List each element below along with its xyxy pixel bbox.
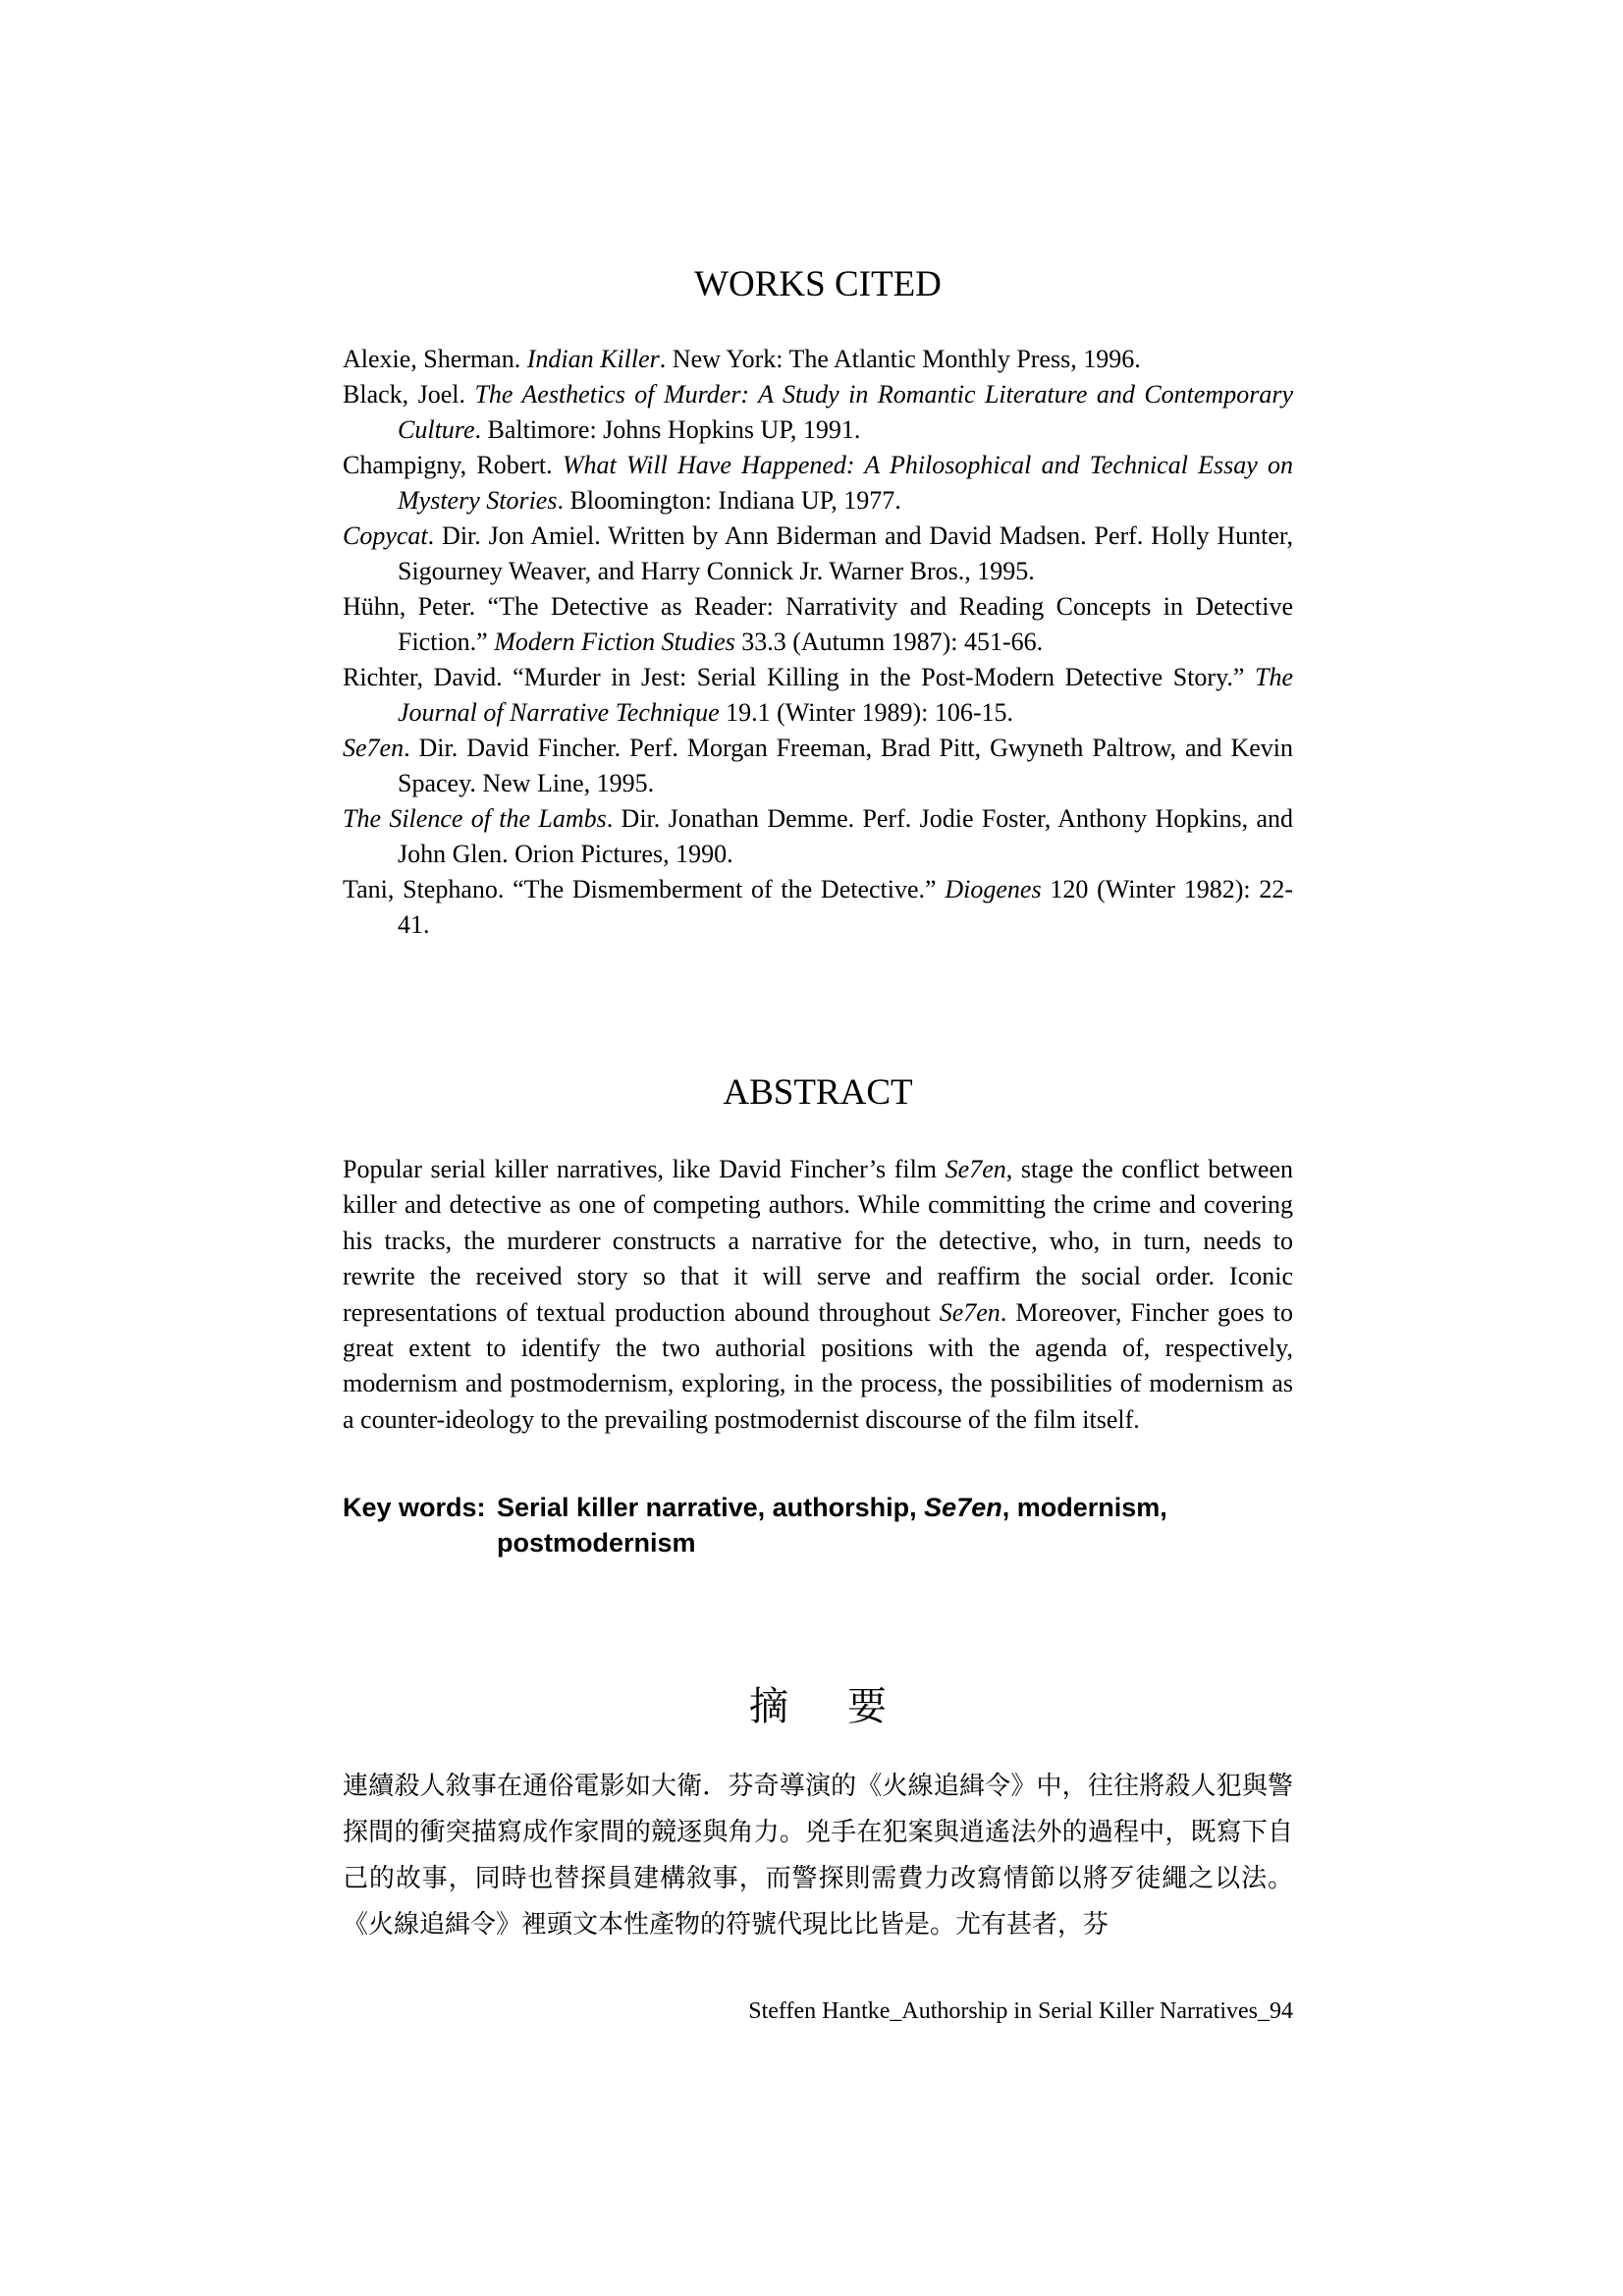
reference-entry: Copycat. Dir. Jon Amiel. Written by Ann Biderman and David Madsen. Perf. Holly Hunter, Sigourney Weaver, and Harry Connick Jr. Warner Bros., 1995. (343, 521, 1293, 585)
abstract-heading: ABSTRACT (723, 1072, 913, 1113)
reference-entry: Richter, David. “Murder in Jest: Serial Killing in the Post-Modern Detective Story.” The Journal of Narrative Technique 19.1 (Winter 1989): 106-15. (343, 663, 1293, 727)
reference-entry: Black, Joel. The Aesthetics of Murder: A Study in Romantic Literature and Contemporary Culture. Baltimore: Johns Hopkins UP, 1991. (343, 380, 1293, 444)
reference-entry: Hühn, Peter. “The Detective as Reader: Narrativity and Reading Concepts in Detective Fiction.” Modern Fiction Studies 33.3 (Autumn 1987): 451-66. (343, 592, 1293, 656)
chinese-abstract-body: 連續殺人敘事在通俗電影如大衛．芬奇導演的《火線追緝令》中，往往將殺人犯與警探間的衝突描寫成作家間的競逐與角力。兇手在犯案與逍遙法外的過程中，既寫下自己的故事，同時也替探員建構敘事，而警探則需費力改寫情節以將歹徒繩之以法。《火線追緝令》裡頭文本性產物的符號代現比比皆是。尤有甚者，芬 (343, 1772, 1293, 1940)
reference-entry: Champigny, Robert. What Will Have Happened: A Philosophical and Technical Essay on Mystery Stories. Bloomington: Indiana UP, 1977. (343, 451, 1294, 515)
abstract-body: Popular serial killer narratives, like David Fincher’s film Se7en, stage the conflict between killer and detective as one of competing authors. While committing the crime and covering his tracks, the murderer constructs a narrative for the detective, who, in turn, needs to rewrite the received story so that it will serve and reaffirm the social order. Iconic representations of textual production abound throughout Se7en. Moreover, Fincher goes to great extent to identify the two authorial positions with the agenda of, respectively, modernism and postmodernism, exploring, in the process, the possibilities of modernism as a counter-ideology to the prevailing postmodernist discourse of the film itself. (343, 1155, 1293, 1434)
chinese-abstract-heading: 摘要 (749, 1684, 946, 1729)
reference-entry: The Silence of the Lambs. Dir. Jonathan Demme. Perf. Jodie Foster, Anthony Hopkins, and John Glen. Orion Pictures, 1990. (343, 804, 1293, 868)
works-cited-list (343, 342, 1293, 943)
keywords-label: Key words: (343, 1493, 486, 1522)
keywords-text: Serial killer narrative, authorship, Se7en, modernism, postmodernism (497, 1493, 1167, 1558)
keywords (343, 1490, 1293, 1560)
works-cited-heading: WORKS CITED (694, 264, 942, 304)
reference-entry: Tani, Stephano. “The Dismemberment of the Detective.” Diogenes 120 (Winter 1982): 22-41. (343, 875, 1294, 939)
page-footer: Steffen Hantke_Authorship in Serial Killer Narratives_94 (748, 1998, 1293, 2024)
reference-entry: Alexie, Sherman. Indian Killer. New York: The Atlantic Monthly Press, 1996. (343, 345, 1141, 373)
reference-entry: Se7en. Dir. David Fincher. Perf. Morgan Freeman, Brad Pitt, Gwyneth Paltrow, and Kevin Spacey. New Line, 1995. (343, 734, 1293, 797)
